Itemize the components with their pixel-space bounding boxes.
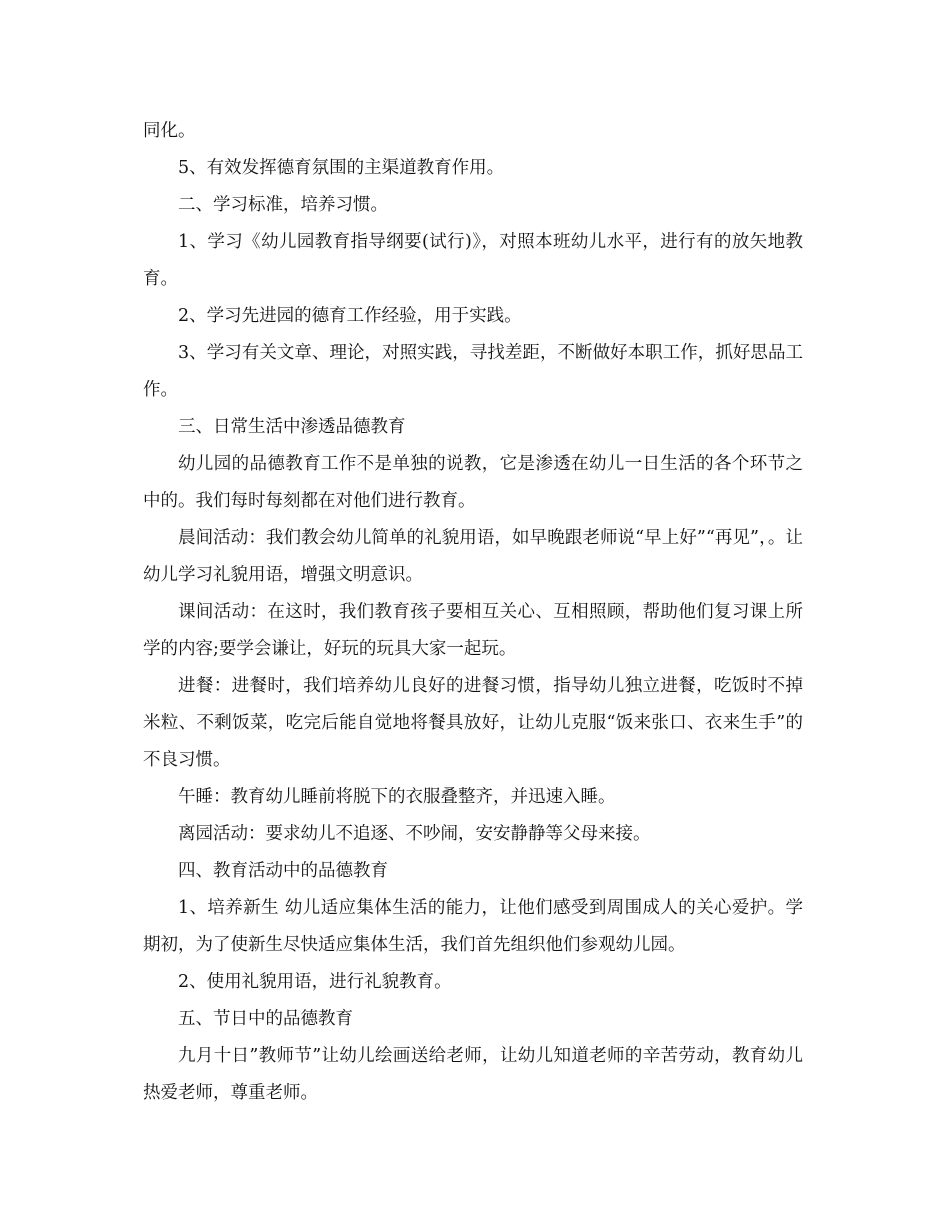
section-heading-2: 二、学习标准，培养习惯。 bbox=[178, 195, 388, 215]
paragraph-continuation: 同化。 bbox=[143, 121, 196, 141]
paragraph-polite-language: 2、使用礼貌用语，进行礼貌教育。 bbox=[178, 972, 452, 992]
paragraph-departure: 离园活动：要求幼儿不追逐、不吵闹，安安静静等父母来接。 bbox=[178, 824, 651, 844]
section-heading-5: 五、节日中的品德教育 bbox=[178, 1009, 353, 1029]
section-heading-4: 四、教育活动中的品德教育 bbox=[178, 861, 388, 881]
paragraph-nap: 午睡：教育幼儿睡前将脱下的衣服叠整齐，并迅速入睡。 bbox=[178, 787, 616, 807]
paragraph-teachers-day: 九月十日”教师节”让幼儿绘画送给老师，让幼儿知道老师的辛苦劳动，教育幼儿热爱老师，尊重老师。 bbox=[143, 1046, 803, 1103]
paragraph-meal: 进餐：进餐时，我们培养幼儿良好的进餐习惯，指导幼儿独立进餐，吃饭时不掉米粒、不剩饭菜，吃完后能自觉地将餐具放好，让幼儿克服“饭来张口、衣来生手”的不良习惯。 bbox=[143, 676, 803, 770]
section-heading-3: 三、日常生活中渗透品德教育 bbox=[178, 417, 406, 437]
paragraph-morning-activity: 晨间活动：我们教会幼儿简单的礼貌用语，如早晚跟老师说“早上好”“再见”，。让幼儿学习礼貌用语，增强文明意识。 bbox=[143, 528, 803, 585]
paragraph-item-3: 3、学习有关文章、理论，对照实践，寻找差距，不断做好本职工作，抓好思品工作。 bbox=[143, 343, 803, 400]
paragraph-item-2: 2、学习先进园的德育工作经验，用于实践。 bbox=[178, 306, 522, 326]
paragraph-new-students: 1、培养新生 幼儿适应集体生活的能力，让他们感受到周围成人的关心爱护。学期初，为了使新生尽快适应集体生活，我们首先组织他们参观幼儿园。 bbox=[143, 898, 803, 955]
paragraph-item-5: 5、有效发挥德育氛围的主渠道教育作用。 bbox=[178, 158, 505, 178]
paragraph-break-activity: 课间活动：在这时，我们教育孩子要相互关心、互相照顾，帮助他们复习课上所学的内容;要学会谦让，好玩的玩具大家一起玩。 bbox=[143, 602, 803, 659]
paragraph-intro: 幼儿园的品德教育工作不是单独的说教，它是渗透在幼儿一日生活的各个环节之中的。我们每时每刻都在对他们进行教育。 bbox=[143, 454, 803, 511]
document-body bbox=[143, 113, 803, 1112]
paragraph-item-1: 1、学习《幼儿园教育指导纲要(试行)》，对照本班幼儿水平，进行有的放矢地教育。 bbox=[143, 232, 803, 289]
